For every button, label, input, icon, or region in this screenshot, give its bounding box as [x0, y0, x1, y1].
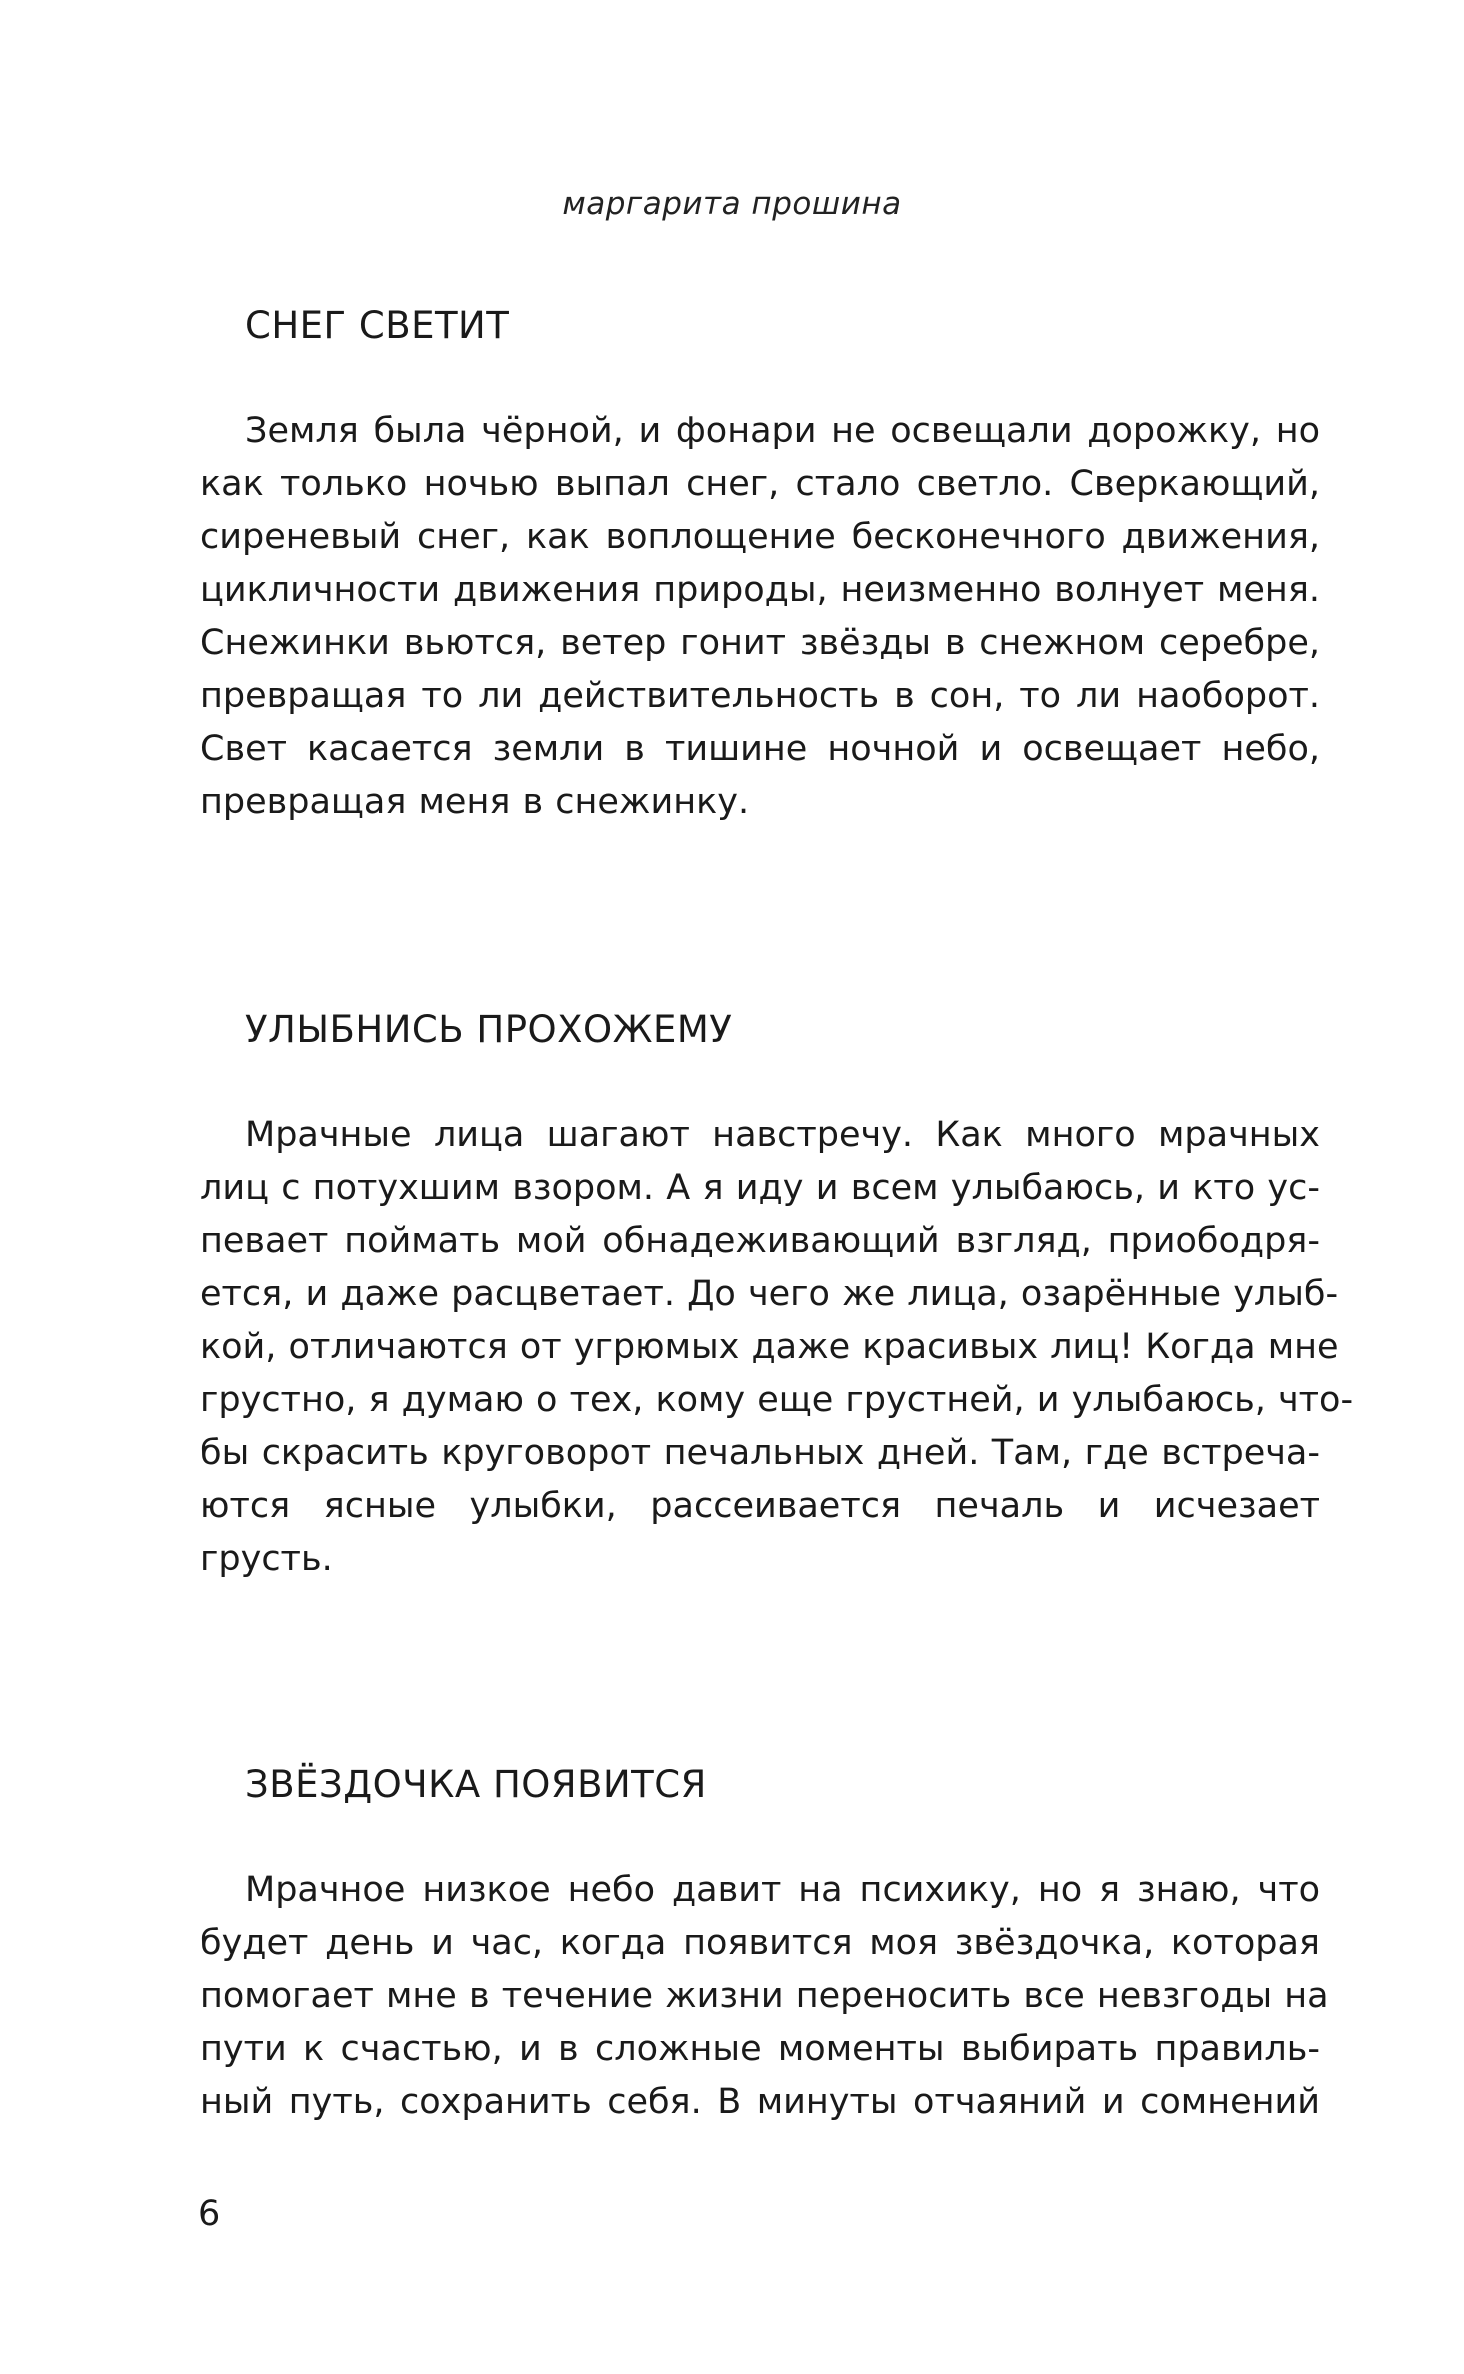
text-line: ются ясные улыбки, рассеивается печаль и исчезает	[200, 1486, 1320, 1526]
text-line: превращая то ли действительность в сон, то ли наоборот.	[200, 676, 1320, 716]
section-zvezdochka-poyavitsya	[200, 1763, 1329, 2129]
text-line: сиреневый снег, как воплощение бесконечного движения,	[200, 517, 1320, 557]
text-line: ется, и даже расцветает. До чего же лица, озарённые улыб-	[200, 1274, 1339, 1314]
text-line: Земля была чёрной, и фонари не освещали дорожку, но	[245, 411, 1320, 451]
section-body	[200, 405, 1320, 829]
text-line: грустно, я думаю о тех, кому еще грустней, и улыбаюсь, что-	[200, 1380, 1354, 1420]
section-ulybnis-prohozhemu	[200, 1008, 1354, 1586]
text-line: певает поймать мой обнадеживающий взгляд, приободря-	[200, 1221, 1320, 1261]
text-line: Снежинки вьются, ветер гонит звёзды в снежном серебре,	[200, 623, 1320, 663]
text-line: грусть.	[200, 1539, 333, 1579]
text-line: лиц с потухшим взором. А я иду и всем улыбаюсь, и кто ус-	[200, 1168, 1320, 1208]
section-body	[200, 1864, 1329, 2129]
text-line: помогает мне в течение жизни переносить все невзгоды на	[200, 1976, 1329, 2016]
page-number: 6	[198, 2194, 221, 2234]
section-title: СНЕГ СВЕТИТ	[245, 304, 510, 347]
section-title: УЛЫБНИСЬ ПРОХОЖЕМУ	[245, 1008, 733, 1051]
text-line: Мрачные лица шагают навстречу. Как много мрачных	[245, 1115, 1320, 1155]
text-line: ный путь, сохранить себя. В минуты отчаяний и сомнений	[200, 2082, 1320, 2122]
text-line: Мрачное низкое небо давит на психику, но я знаю, что	[245, 1870, 1320, 1910]
text-line: будет день и час, когда появится моя звёздочка, которая	[200, 1923, 1320, 1963]
section-title: ЗВЁЗДОЧКА ПОЯВИТСЯ	[245, 1763, 707, 1806]
section-body	[200, 1109, 1354, 1586]
text-line: пути к счастью, и в сложные моменты выбирать правиль-	[200, 2029, 1320, 2069]
text-line: цикличности движения природы, неизменно волнует меня.	[200, 570, 1320, 610]
text-line: кой, отличаются от угрюмых даже красивых лиц! Когда мне	[200, 1327, 1339, 1367]
running-head-author: маргарита прошина	[562, 186, 902, 222]
text-line: как только ночью выпал снег, стало светло. Сверкающий,	[200, 464, 1320, 504]
text-line: бы скрасить круговорот печальных дней. Там, где встреча-	[200, 1433, 1320, 1473]
text-line: Свет касается земли в тишине ночной и освещает небо,	[200, 729, 1320, 769]
text-line: превращая меня в снежинку.	[200, 782, 750, 822]
section-sneg-svetit	[200, 304, 1320, 829]
